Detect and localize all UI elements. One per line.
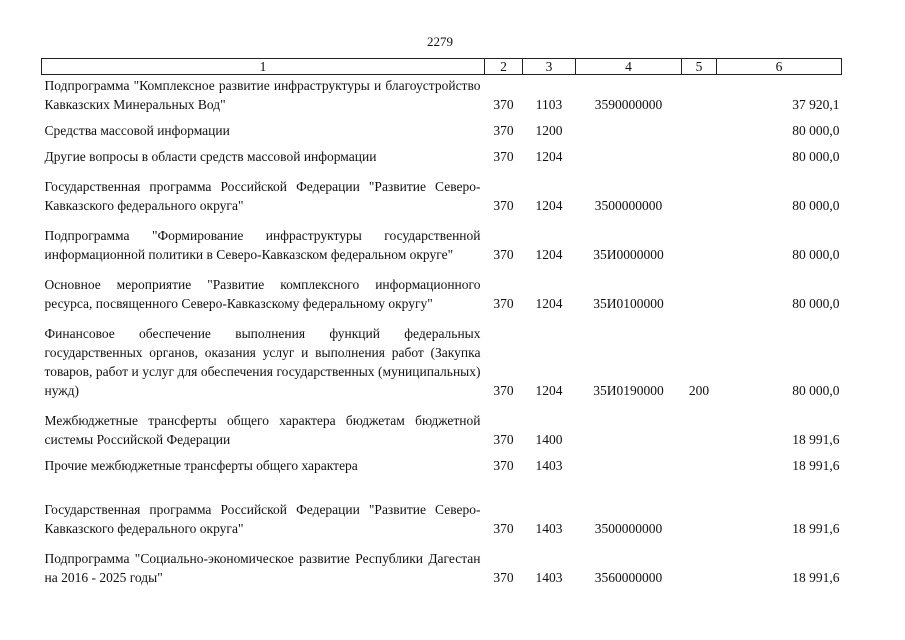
row-ministry: 370 xyxy=(493,296,514,311)
header-col-4: 4 xyxy=(576,59,682,75)
row-section: 1403 xyxy=(535,521,563,536)
row-target xyxy=(576,140,682,166)
row-target: 3590000000 xyxy=(594,97,663,112)
table-row xyxy=(42,475,842,538)
row-amount: 37 920,1 xyxy=(792,97,840,112)
header-row xyxy=(42,59,842,75)
row-target xyxy=(576,400,682,449)
row-name: Межбюджетные трансферты общего характера бюджетам бюджетной системы Российской Федерации xyxy=(44,413,481,447)
header-col-5: 5 xyxy=(682,59,717,75)
row-section: 1204 xyxy=(535,247,563,262)
row-target: 3500000000 xyxy=(594,198,663,213)
row-amount: 18 991,6 xyxy=(792,432,840,447)
row-expense xyxy=(682,449,717,475)
budget-table xyxy=(41,58,842,587)
row-expense xyxy=(682,140,717,166)
row-ministry: 370 xyxy=(493,247,514,262)
row-expense: 200 xyxy=(688,383,710,398)
row-amount: 80 000,0 xyxy=(792,198,840,213)
row-ministry: 370 xyxy=(493,432,514,447)
table-header xyxy=(42,59,842,75)
row-amount: 80 000,0 xyxy=(792,296,840,311)
row-target: 3500000000 xyxy=(594,521,663,536)
table-row xyxy=(42,264,842,313)
row-name: Государственная программа Российской Федерации "Развитие Северо-Кавказского федерального округа" xyxy=(44,179,481,213)
row-section: 1204 xyxy=(535,383,563,398)
page-number: 2279 xyxy=(427,34,453,49)
row-expense xyxy=(682,400,717,449)
row-name: Подпрограмма "Формирование инфраструктуры государственной информационной политики в Северо-Кавказском федеральном округе" xyxy=(44,228,481,262)
row-ministry: 370 xyxy=(493,149,514,164)
row-amount: 80 000,0 xyxy=(792,383,840,398)
header-col-1: 1 xyxy=(42,59,485,75)
row-amount: 80 000,0 xyxy=(792,247,840,262)
row-target: 35И0190000 xyxy=(593,383,664,398)
row-ministry: 370 xyxy=(493,198,514,213)
row-ministry: 370 xyxy=(493,458,514,473)
row-ministry: 370 xyxy=(493,521,514,536)
row-name: Прочие межбюджетные трансферты общего характера xyxy=(44,458,358,473)
row-expense xyxy=(682,264,717,313)
row-ministry: 370 xyxy=(493,383,514,398)
header-col-3: 3 xyxy=(523,59,576,75)
table-row xyxy=(42,538,842,587)
row-name: Государственная программа Российской Федерации "Развитие Северо-Кавказского федерального округа" xyxy=(44,502,481,536)
row-expense xyxy=(682,475,717,538)
row-name: Финансовое обеспечение выполнения функций федеральных государственных органов, оказания услуг и выполнения работ (Закупка товаров, работ и услуг для обеспечения государственных (муниципальных) нужд) xyxy=(44,326,481,398)
table-row xyxy=(42,400,842,449)
row-ministry: 370 xyxy=(493,97,514,112)
table-row xyxy=(42,75,842,115)
row-name: Основное мероприятие "Развитие комплексного информационного ресурса, посвященного Северо-Кавказскому федеральному округу" xyxy=(44,277,481,311)
row-expense xyxy=(682,538,717,587)
row-ministry: 370 xyxy=(493,123,514,138)
row-amount: 80 000,0 xyxy=(792,123,840,138)
row-expense xyxy=(682,215,717,264)
row-name: Подпрограмма "Комплексное развитие инфраструктуры и благоустройство Кавказских Минеральных Вод" xyxy=(44,78,481,112)
row-amount: 18 991,6 xyxy=(792,458,840,473)
table-row xyxy=(42,313,842,400)
row-section: 1200 xyxy=(535,123,563,138)
table-row xyxy=(42,166,842,215)
row-section: 1403 xyxy=(535,458,563,473)
row-target: 35И0100000 xyxy=(593,296,664,311)
row-amount: 18 991,6 xyxy=(792,521,840,536)
row-section: 1403 xyxy=(535,570,563,585)
header-col-2: 2 xyxy=(485,59,523,75)
row-name: Подпрограмма "Социально-экономическое развитие Республики Дагестан на 2016 - 2025 годы" xyxy=(44,551,481,585)
row-section: 1204 xyxy=(535,296,563,311)
row-target xyxy=(576,114,682,140)
row-expense xyxy=(682,166,717,215)
row-section: 1400 xyxy=(535,432,563,447)
header-col-6: 6 xyxy=(717,59,842,75)
table-row xyxy=(42,449,842,475)
table-body xyxy=(42,75,842,588)
row-section: 1204 xyxy=(535,149,563,164)
row-name: Другие вопросы в области средств массовой информации xyxy=(44,149,377,164)
row-target: 35И0000000 xyxy=(593,247,664,262)
table-row xyxy=(42,140,842,166)
row-section: 1204 xyxy=(535,198,563,213)
table-row xyxy=(42,215,842,264)
row-name: Средства массовой информации xyxy=(44,123,230,138)
row-expense xyxy=(682,114,717,140)
row-amount: 80 000,0 xyxy=(792,149,840,164)
row-ministry: 370 xyxy=(493,570,514,585)
table-row xyxy=(42,114,842,140)
row-section: 1103 xyxy=(535,97,563,112)
row-expense xyxy=(682,75,717,115)
row-target: 3560000000 xyxy=(594,570,663,585)
row-amount: 18 991,6 xyxy=(792,570,840,585)
row-target xyxy=(576,449,682,475)
